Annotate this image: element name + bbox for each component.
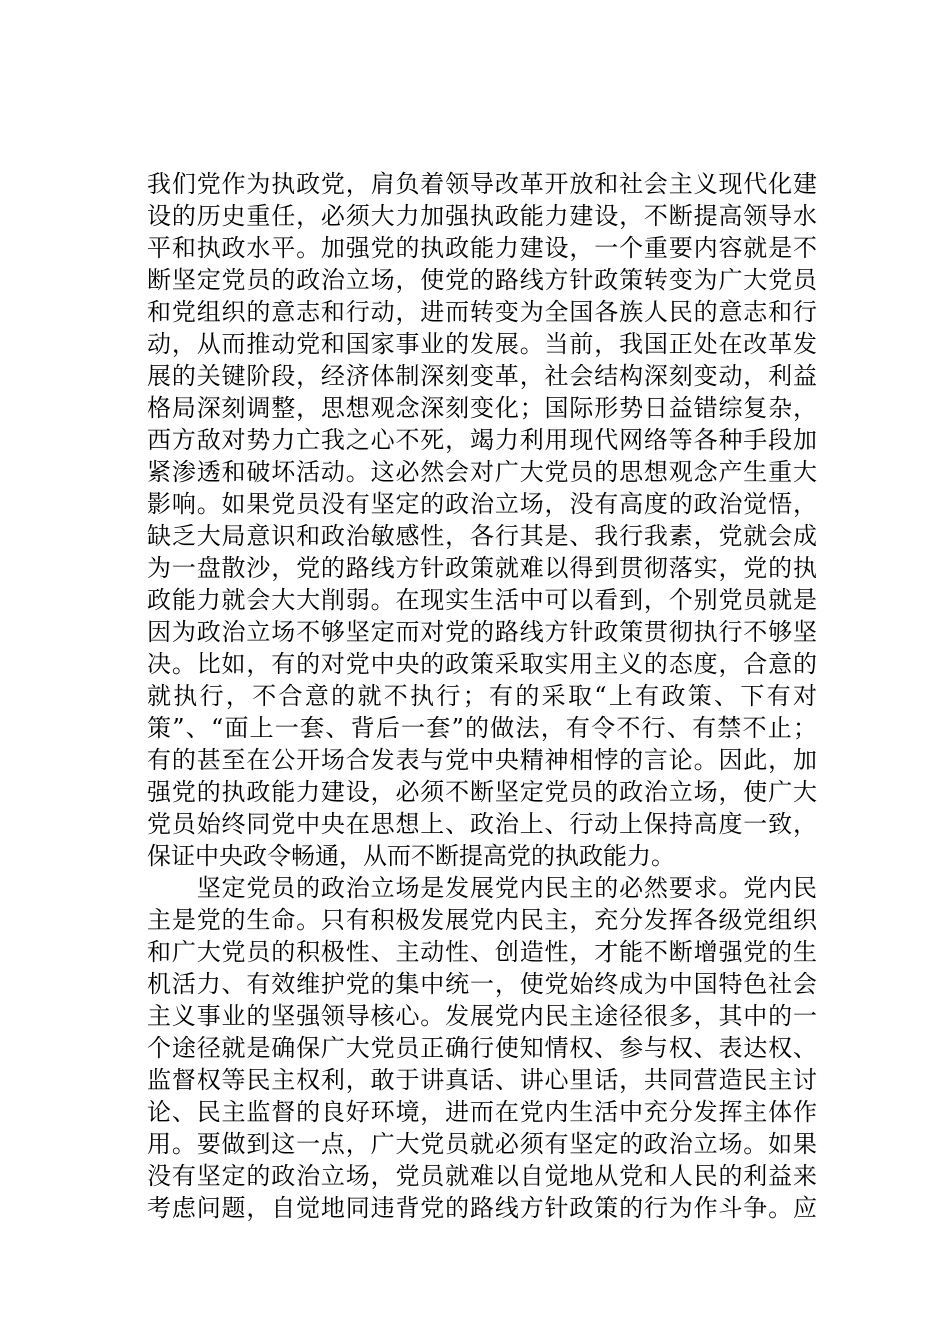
text-line: 强党的执政能力建设，必须不断坚定党员的政治立场，使广大	[147, 778, 817, 806]
text-line: 我们党作为执政党，肩负着领导改革开放和社会主义现代化建	[147, 170, 817, 198]
text-line: 断坚定党员的政治立场，使党的路线方针政策转变为广大党员	[147, 266, 817, 294]
body-text	[147, 168, 817, 1224]
text-line: 因为政治立场不够坚定而对党的路线方针政策贯彻执行不够坚	[147, 618, 817, 646]
text-line: 政能力就会大大削弱。在现实生活中可以看到，个别党员就是	[147, 586, 817, 614]
text-line: 平和执政水平。加强党的执政能力建设，一个重要内容就是不	[147, 234, 817, 262]
text-line: 主是党的生命。只有积极发展党内民主，充分发挥各级党组织	[147, 906, 817, 934]
text-line: 动，从而推动党和国家事业的发展。当前，我国正处在改革发	[147, 330, 817, 358]
text-line: 紧渗透和破坏活动。这必然会对广大党员的思想观念产生重大	[147, 458, 817, 486]
text-line: 为一盘散沙，党的路线方针政策就难以得到贯彻落实，党的执	[147, 554, 817, 582]
text-line: 就执行，不合意的就不执行；有的采取“上有政策、下有对	[147, 682, 817, 710]
text-line: 没有坚定的政治立场，党员就难以自觉地从党和人民的利益来	[147, 1162, 817, 1190]
text-line: 考虑问题，自觉地同违背党的路线方针政策的行为作斗争。应	[147, 1194, 817, 1222]
text-line: 西方敌对势力亡我之心不死，竭力利用现代网络等各种手段加	[147, 426, 817, 454]
text-line: 机活力、有效维护党的集中统一，使党始终成为中国特色社会	[147, 970, 817, 998]
text-line: 有的甚至在公开场合发表与党中央精神相悖的言论。因此，加	[147, 746, 817, 774]
text-line: 用。要做到这一点，广大党员就必须有坚定的政治立场。如果	[147, 1130, 817, 1158]
text-line: 设的历史重任，必须大力加强执政能力建设，不断提高领导水	[147, 202, 817, 230]
text-line: 和党组织的意志和行动，进而转变为全国各族人民的意志和行	[147, 298, 817, 326]
text-line: 坚定党员的政治立场是发展党内民主的必然要求。党内民	[147, 874, 817, 902]
text-line: 个途径就是确保广大党员正确行使知情权、参与权、表达权、	[147, 1034, 817, 1062]
text-line: 策”、“面上一套、背后一套”的做法，有令不行、有禁不止；	[147, 714, 817, 742]
text-line: 决。比如，有的对党中央的政策采取实用主义的态度，合意的	[147, 650, 817, 678]
text-line: 党员始终同党中央在思想上、政治上、行动上保持高度一致，	[147, 810, 817, 838]
text-line: 论、民主监督的良好环境，进而在党内生活中充分发挥主体作	[147, 1098, 817, 1126]
text-line: 和广大党员的积极性、主动性、创造性，才能不断增强党的生	[147, 938, 817, 966]
text-line: 保证中央政令畅通，从而不断提高党的执政能力。	[147, 842, 675, 870]
text-line: 主义事业的坚强领导核心。发展党内民主途径很多，其中的一	[147, 1002, 817, 1030]
text-line: 缺乏大局意识和政治敏感性，各行其是、我行我素，党就会成	[147, 522, 817, 550]
text-line: 监督权等民主权利，敢于讲真话、讲心里话，共同营造民主讨	[147, 1066, 817, 1094]
paragraph-1	[147, 168, 817, 872]
paragraph-2	[147, 872, 817, 1224]
text-line: 影响。如果党员没有坚定的政治立场，没有高度的政治觉悟，	[147, 490, 817, 518]
text-line: 展的关键阶段，经济体制深刻变革，社会结构深刻变动，利益	[147, 362, 817, 390]
text-line: 格局深刻调整，思想观念深刻变化；国际形势日益错综复杂，	[147, 394, 817, 422]
